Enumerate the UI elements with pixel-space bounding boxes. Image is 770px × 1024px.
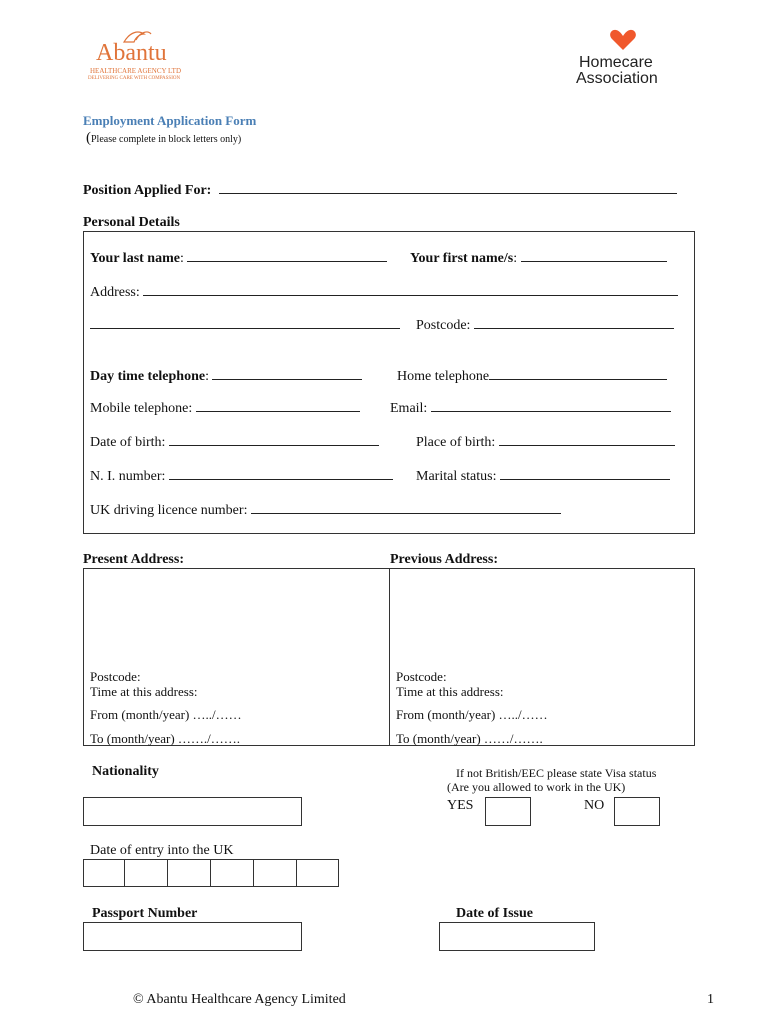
homecare-logo bbox=[575, 28, 675, 88]
previous-postcode: Postcode: bbox=[396, 669, 447, 684]
entry-date-cell[interactable] bbox=[83, 859, 125, 887]
position-row bbox=[83, 181, 677, 199]
visa-line2-text: (Are you allowed to work in the UK) bbox=[447, 780, 626, 794]
nationality-label: Nationality bbox=[92, 764, 159, 779]
date-issue-label: Date of Issue bbox=[456, 906, 533, 921]
home-phone-input[interactable] bbox=[489, 367, 667, 380]
pob-row bbox=[416, 433, 675, 451]
homecare-line1: Homecare bbox=[579, 54, 653, 71]
email-label: Email: bbox=[390, 401, 428, 416]
day-phone-label: Day time telephone bbox=[90, 369, 206, 384]
abantu-tagline-2: DELIVERING CARE WITH COMPASSION bbox=[88, 76, 181, 81]
address-table-divider bbox=[389, 568, 390, 746]
yes-checkbox[interactable] bbox=[485, 797, 531, 826]
last-name-colon: : bbox=[179, 251, 184, 266]
passport-label: Passport Number bbox=[92, 906, 198, 921]
address-input[interactable] bbox=[143, 283, 678, 296]
licence-row bbox=[90, 501, 561, 519]
postcode-label: Postcode: bbox=[416, 318, 471, 333]
passport-input[interactable] bbox=[83, 922, 302, 951]
first-name-colon: : bbox=[513, 251, 518, 266]
first-name-row bbox=[410, 249, 667, 267]
no-checkbox[interactable] bbox=[614, 797, 660, 826]
licence-label: UK driving licence number: bbox=[90, 503, 248, 518]
present-time: Time at this address: bbox=[90, 684, 198, 699]
no-label: NO bbox=[584, 798, 605, 813]
entry-date-cell[interactable] bbox=[254, 859, 297, 887]
dob-row bbox=[90, 433, 379, 451]
abantu-tagline-1: HEALTHCARE AGENCY LTD bbox=[90, 67, 182, 75]
entry-date-cell[interactable] bbox=[168, 859, 211, 887]
visa-line1: If not British/EEC please state Visa status bbox=[456, 766, 657, 780]
date-issue-input[interactable] bbox=[439, 922, 595, 951]
form-title: Employment Application Form bbox=[83, 113, 257, 128]
page-number: 1 bbox=[707, 992, 714, 1007]
last-name-label: Your last name bbox=[90, 251, 180, 266]
dob-label: Date of birth: bbox=[90, 435, 166, 450]
postcode-row bbox=[416, 316, 674, 334]
position-label: Position Applied For: bbox=[83, 183, 212, 198]
entry-date-cell[interactable] bbox=[125, 859, 168, 887]
day-phone-input[interactable] bbox=[212, 367, 362, 380]
pob-label: Place of birth: bbox=[416, 435, 496, 450]
pob-input[interactable] bbox=[499, 433, 675, 446]
ni-label: N. I. number: bbox=[90, 469, 166, 484]
last-name-input[interactable] bbox=[187, 249, 387, 262]
day-phone-colon: : bbox=[205, 369, 209, 384]
subtitle-text: Please complete in block letters only) bbox=[91, 134, 242, 145]
first-name-input[interactable] bbox=[521, 249, 667, 262]
address-line2-row bbox=[90, 316, 400, 334]
yes-label: YES bbox=[447, 798, 474, 813]
home-phone-label: Home telephone bbox=[397, 369, 490, 384]
first-name-label: Your first name/s bbox=[410, 251, 514, 266]
entry-date-label: Date of entry into the UK bbox=[90, 843, 234, 858]
entry-date-cell[interactable] bbox=[297, 859, 339, 887]
dob-input[interactable] bbox=[169, 433, 379, 446]
last-name-row bbox=[90, 249, 387, 267]
ni-input[interactable] bbox=[169, 467, 393, 480]
heart-icon bbox=[608, 28, 638, 52]
mobile-input[interactable] bbox=[196, 399, 360, 412]
position-input[interactable] bbox=[219, 181, 677, 194]
email-row bbox=[390, 399, 671, 417]
form-subtitle bbox=[86, 130, 241, 147]
subtitle-paren: ( bbox=[86, 130, 91, 146]
entry-date-cell[interactable] bbox=[211, 859, 254, 887]
address-line2-input[interactable] bbox=[90, 316, 400, 329]
previous-time: Time at this address: bbox=[396, 684, 504, 699]
home-phone-row bbox=[397, 367, 667, 385]
ni-row bbox=[90, 467, 393, 485]
email-input[interactable] bbox=[431, 399, 671, 412]
present-address-input[interactable] bbox=[85, 570, 387, 666]
marital-input[interactable] bbox=[500, 467, 670, 480]
homecare-line2: Association bbox=[576, 70, 658, 87]
previous-to[interactable]: To (month/year) ……/……. bbox=[396, 731, 543, 746]
entry-date-boxes bbox=[83, 859, 339, 887]
previous-from[interactable]: From (month/year) …../…… bbox=[396, 707, 548, 722]
nationality-input[interactable] bbox=[83, 797, 302, 826]
personal-details-heading: Personal Details bbox=[83, 215, 180, 230]
address-label: Address: bbox=[90, 285, 140, 300]
abantu-logo bbox=[86, 30, 196, 86]
present-address-heading: Present Address: bbox=[83, 552, 184, 567]
present-from[interactable]: From (month/year) …../…… bbox=[90, 707, 242, 722]
day-phone-row bbox=[90, 367, 362, 385]
licence-input[interactable] bbox=[251, 501, 561, 514]
previous-address-heading: Previous Address: bbox=[390, 552, 498, 567]
visa-line2 bbox=[447, 780, 625, 796]
postcode-input[interactable] bbox=[474, 316, 674, 329]
previous-address-input[interactable] bbox=[391, 570, 693, 666]
footer-copyright: © Abantu Healthcare Agency Limited bbox=[133, 992, 346, 1007]
address-row bbox=[90, 283, 678, 301]
marital-label: Marital status: bbox=[416, 469, 497, 484]
present-to[interactable]: To (month/year) ……./……. bbox=[90, 731, 241, 746]
marital-row bbox=[416, 467, 670, 485]
mobile-row bbox=[90, 399, 360, 417]
abantu-name: Abantu bbox=[96, 40, 167, 66]
present-postcode: Postcode: bbox=[90, 669, 141, 684]
mobile-label: Mobile telephone: bbox=[90, 401, 193, 416]
